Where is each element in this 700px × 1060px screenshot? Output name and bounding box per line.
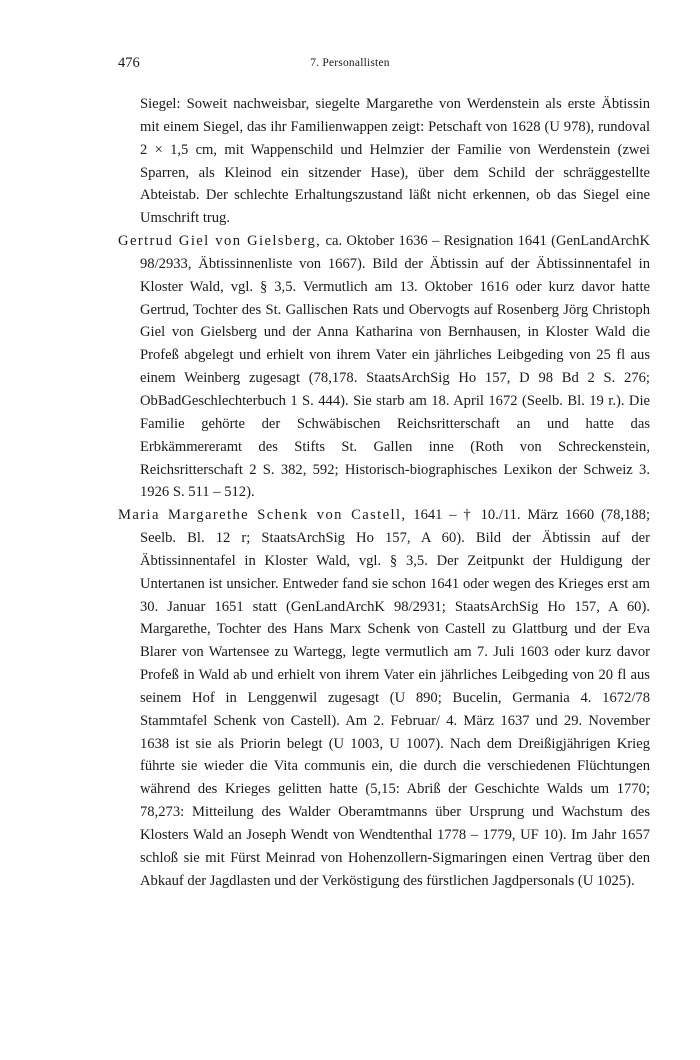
running-head: 7. Personallisten [310, 57, 390, 69]
seal-paragraph: Siegel: Soweit nachweisbar, siegelte Margarethe von Werdenstein als erste Äbtissin mit einem Siegel, das ihr Familienwappen zeigt: Petschaft von 1628 (U 978), rundoval 2 × 1,5 cm, mit Wappenschild und Helmzier der Familie von Werdenstein (zwei Sparren, als Kleinod ein sitzender Hase), über dem Schild der schräggestellte Abteistab. Der schlechte Erhaltungszustand läßt nicht erkennen, ob das Siegel eine Umschrift trug. [140, 96, 650, 227]
entry-text: 1641 – † 10./11. März 1660 (78,188; Seelb. Bl. 12 r; StaatsArchSig Ho 157, A 60). Bild der Äbtissin auf der Äbtissinnentafel in Kloster Wald, vgl. § 3,5. Der Zeitpunkt der Huldigung der Untertanen ist unsicher. Entweder fand sie schon 1641 oder wegen des Krieges erst am 30. Januar 1651 statt (GenLandArchK 98/2931; StaatsArchSig Ho 157, A 60). Margarethe, Tochter des Hans Marx Schenk von Castell zu Glattburg und der Eva Blarer von Wartensee zu Wartegg, legte vermutlich am 7. Juli 1603 oder kurz davor Profeß in Wald ab und erhielt von ihrem Vater ein jährliches Leibgeding von 20 fl aus seinem Hof in Lenggenwil zugesagt (U 890; Bucelin, Germania 4. 1672/78 Stammtafel Schenk von Castell). Am 2. Februar/ 4. März 1637 und 29. November 1638 ist sie als Priorin belegt (U 1003, U 1007). Nach dem Dreißigjährigen Krieg führte sie wieder die Vita communis ein, die durch die verschiedenen Flüchtungen während des Krieges gelitten hatte (5,15: Abriß der Geschichte Walds um 1770; 78,273: Mitteilung des Walder Oberamtmanns über Ursprung und Wachstum des Klosters Wald an Joseph Wendt von Wendtenthal 1778 – 1779, UF 10). Im Jahr 1657 schloß sie mit Fürst Meinrad von Hohenzollern-Sigmaringen einen Vertrag über den Abkauf der Jagdlasten und der Verköstigung des fürstlichen Jagdpersonals (U 1025). [140, 507, 650, 889]
entry-name: Gertrud Giel von Gielsberg, [118, 233, 322, 250]
page-number: 476 [118, 55, 140, 71]
entry-gertrud-giel [118, 230, 650, 504]
page-body [118, 93, 650, 893]
entry-name: Maria Margarethe Schenk von Castell, [118, 507, 407, 524]
entry-maria-margarethe-schenk [118, 504, 650, 892]
entry-text: ca. Oktober 1636 – Resignation 1641 (GenLandArchK 98/2933, Äbtissinnenliste von 1667). Bild der Äbtissin auf der Äbtissinnentafel in Kloster Wald, vgl. § 3,5. Vermutlich am 13. Oktober 1616 oder kurz davor hatte Gertrud, Tochter des St. Gallischen Rats und Obervogts auf Rosenberg Jörg Christoph Giel von Gielsberg und der Anna Katharina von Bernhausen, in Kloster Wald die Profeß abgelegt und erhielt von ihrem Vater ein jährliches Leibgeding von 25 fl aus einem Weinberg zugesagt (78,178. StaatsArchSig Ho 157, D 98 Bd 2 S. 276; ObBadGeschlechterbuch 1 S. 444). Sie starb am 18. April 1672 (Seelb. Bl. 19 r.). Die Familie gehörte der Schwäbischen Reichsritterschaft an und hatte das Erbkämmereramt des Stifts St. Gallen inne (Roth von Schreckenstein, Reichsritterschaft 2 S. 382, 592; Historisch-biographisches Lexikon der Schweiz 3. 1926 S. 511 – 512). [140, 233, 650, 501]
